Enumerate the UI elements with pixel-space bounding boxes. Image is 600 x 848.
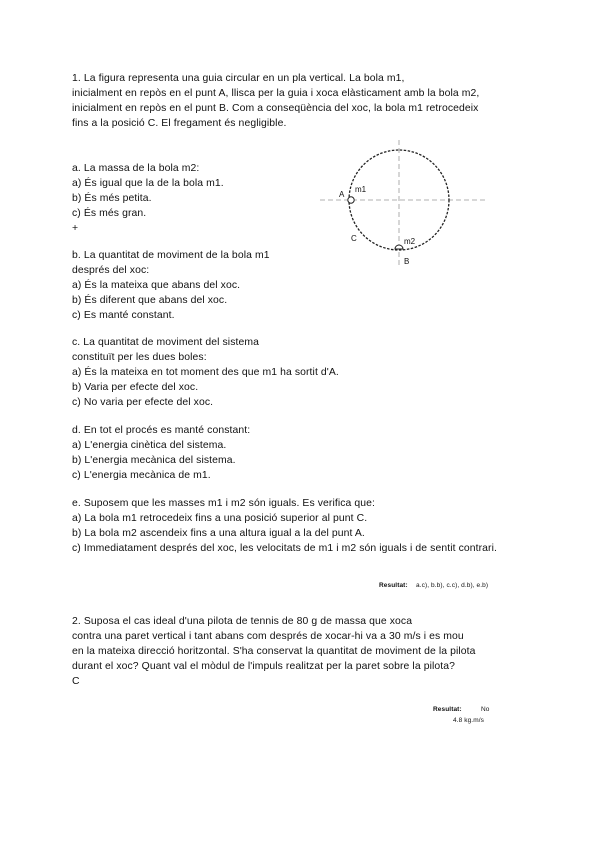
label-m1: m1 [355,185,367,194]
question-text: durant el xoc? Quant val el mòdul de l'impuls realitzat per la paret sobre la pilota? [72,661,456,672]
result-value-2: 4.8 kg.m/s [453,717,484,724]
question-text: contra una paret vertical i tant abans com després de xocar-hi va a 30 m/s i es mou [72,631,464,642]
result-value: a.c), b.b), c.c), d.b), e.b) [416,582,489,589]
option-a: a) És la mateixa que abans del xoc. [72,280,241,291]
option-a: a) L'energia cinètica del sistema. [72,440,227,451]
question-2 [72,614,476,689]
option-c: c) No varia per efecte del xoc. [72,397,214,408]
option-a: a) La bola m1 retrocedeix fins a una posició superior al punt C. [72,513,368,524]
question-1b [72,248,270,323]
option-c: c) Es manté constant. [72,310,175,321]
question-1e [72,496,497,556]
question-text: en la mateixa direcció horitzontal. S'ha conservat la quantitat de moviment de la pilota [72,646,476,657]
question-1-intro [72,71,479,131]
result-label: Resultat: [379,582,408,589]
intro-line: inicialment en repòs en el punt B. Com a conseqüència del xoc, la bola m1 retrocedeix [72,103,479,114]
option-c: c) L'energia mecànica de m1. [72,470,211,481]
option-a: a) És igual que la de la bola m1. [72,178,224,189]
option-c: c) Immediatament després del xoc, les velocitats de m1 i m2 són iguals i de sentit contrari. [72,543,498,554]
question-text: a. La massa de la bola m2: [72,163,200,174]
option-b: b) És més petita. [72,193,152,204]
answer-mark: + [72,223,79,234]
result-value: No [481,706,490,713]
question-1d [72,423,250,483]
intro-line: 1. La figura representa una guia circular en un pla vertical. La bola m1, [72,73,405,84]
option-a: a) És la mateixa en tot moment des que m1 ha sortit d'A. [72,367,339,378]
question-text: 2. Suposa el cas ideal d'una pilota de tennis de 80 g de massa que xoca [72,616,413,627]
option-c: c) És més gran. [72,208,147,219]
option-b: b) L'energia mecànica del sistema. [72,455,236,466]
question-text: c. La quantitat de moviment del sistema [72,337,259,348]
label-A: A [339,190,345,199]
question-text: d. En tot el procés es manté constant: [72,425,251,436]
ball-m2 [395,245,403,249]
option-b: b) La bola m2 ascendeix fins a una altura igual a la del punt A. [72,528,365,539]
intro-line: inicialment en repòs en el punt A, llisca per la guia i xoca elàsticament amb la bola m2, [72,88,480,99]
question-text: e. Suposem que les masses m1 i m2 són iguals. Es verifica que: [72,498,376,509]
ball-m1 [348,197,354,203]
intro-line: fins a la posició C. El fregament és negligible. [72,118,287,129]
question-text: b. La quantitat de moviment de la bola m1 [72,250,270,261]
label-B: B [404,257,410,266]
question-text: constituït per les dues boles: [72,352,207,363]
question-text: després del xoc: [72,265,150,276]
question-1c [72,335,339,410]
result-label: Resultat: [433,706,462,713]
label-C: C [351,234,357,243]
answer-mark: C [72,676,80,687]
label-m2: m2 [404,237,416,246]
question-1a [72,161,224,236]
option-b: b) Varia per efecte del xoc. [72,382,199,393]
circular-guide-figure [320,140,520,270]
option-b: b) És diferent que abans del xoc. [72,295,228,306]
